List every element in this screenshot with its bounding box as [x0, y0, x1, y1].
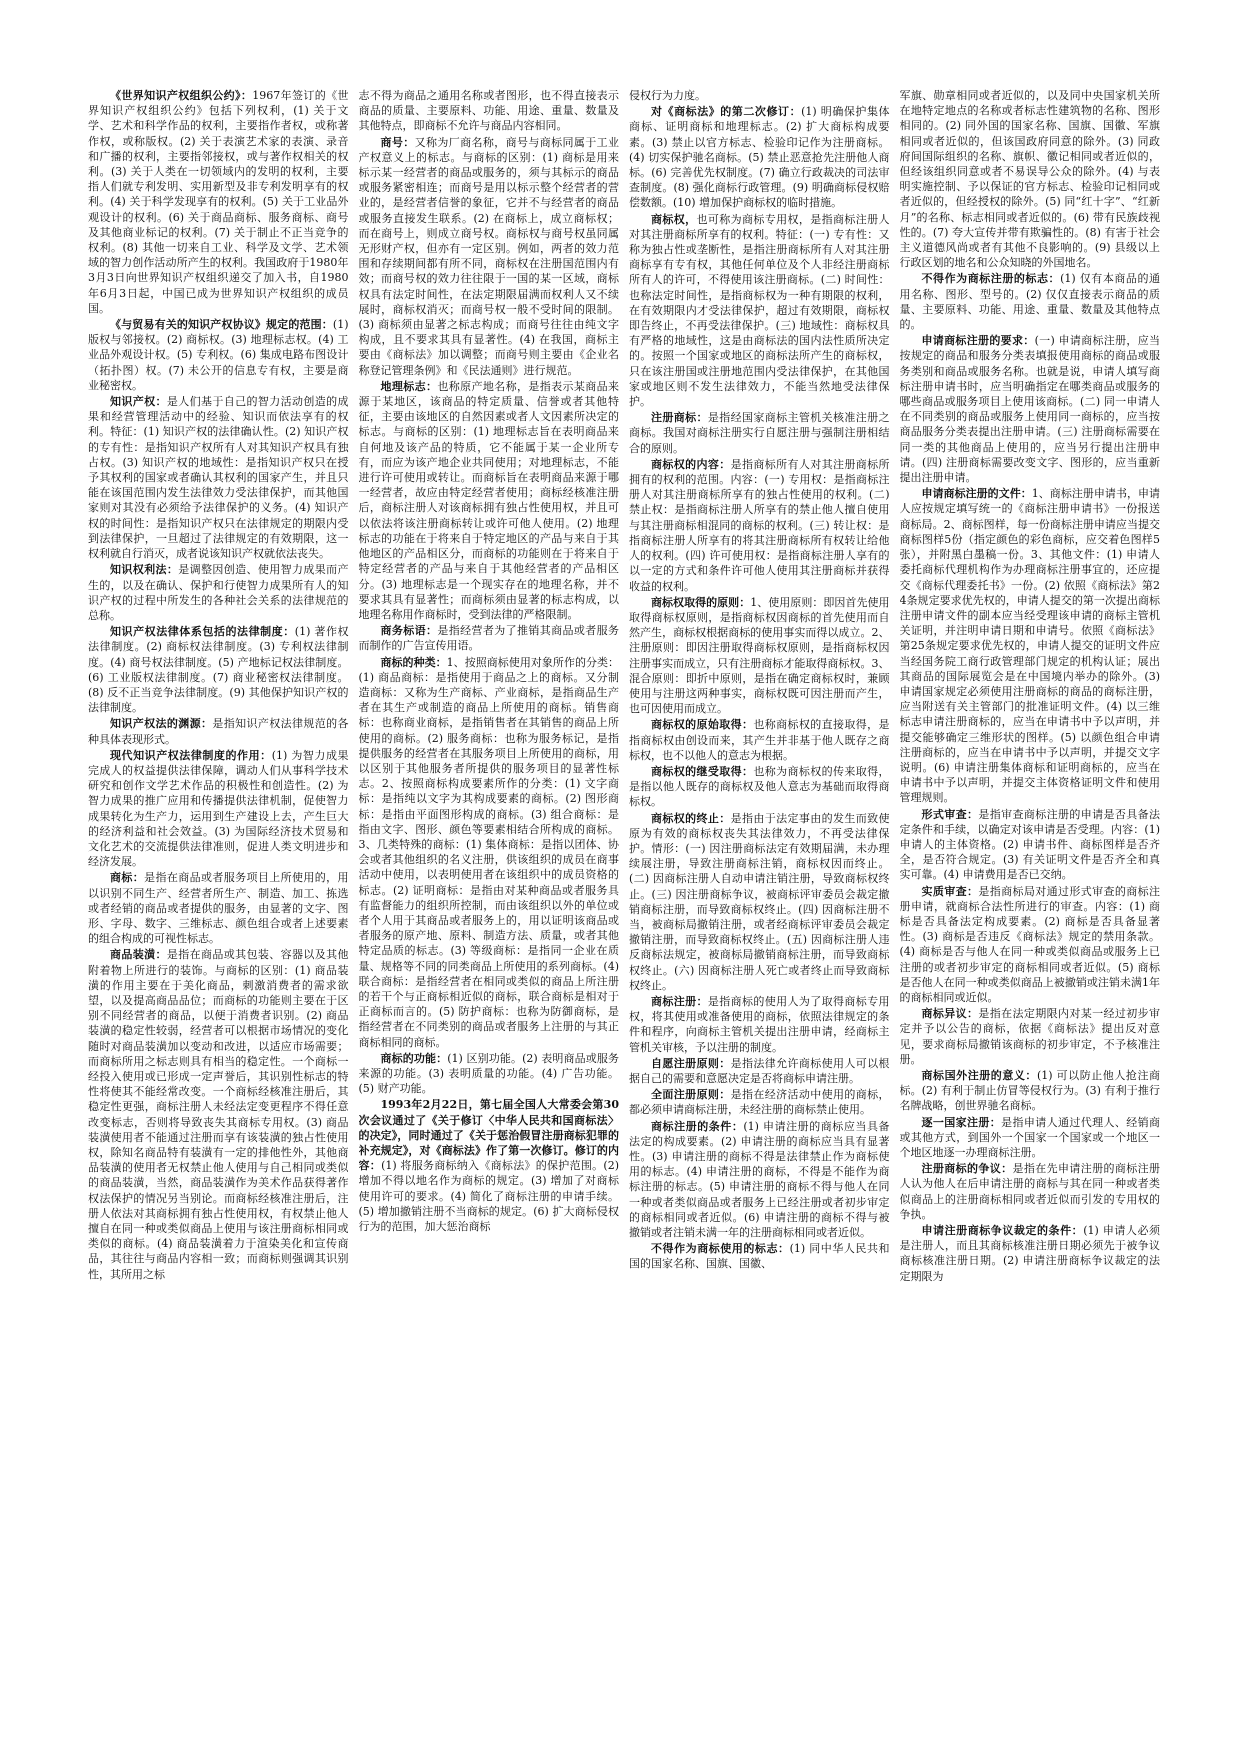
paragraph-text: (1) 明确保护集体商标、证明商标和地理标志。(2) 扩大商标构成要素。(3) 禁止以官方标志、检验印记作为注册商标。(4) 切实保护驰名商标。(5) 禁止恶意抢先注册他人商标。(6) 完善优先权制度。(7) 确立行政裁决的司法审查制度。(8) 强化商标行政管理。(9) 明确商标侵权赔偿数额。(10) 增加保护商标权的临时措施。	[629, 105, 890, 210]
paragraph-text: 是调整因创造、使用智力成果而产生的，以及在确认、保护和行使智力成果所有人的知识产权的过程中所发生的各种社会关系的法律规范的总称。	[88, 563, 349, 622]
paragraph-text: 是人们基于自己的智力活动创造的成果和经营管理活动中的经验、知识而依法享有的权利。特征：(1) 知识产权的法律确认性。(2) 知识产权的专有性：是指知识产权所有人对其知识产权具有独占权。(3) 知识产权的地域性：是指知识产权只在授予其权利的国家或者确认其权利的国家产生，并且只能在该国范围内发生法律效力受法律保护，而其他国家则对其没有必须给予法律保护的义务。(4) 知识产权的时间性：是指知识产权只在法律规定的期限内受到法律保护，一旦超过了法律规定的有效期限，这一权利就自行消灭，成者说该知识产权就依法丧失。	[88, 395, 349, 561]
paragraph	[900, 271, 1161, 332]
term-heading: 1993年2月22日，第七届全国人大常委会第30次会议通过了《关于修订〈中华人民共和国商标法〉的决定》，同时通过了《关于惩治假冒注册商标犯罪的补充规定》，对《商标法》作了第一次修订。修订的内容：	[358, 1098, 619, 1173]
paragraph	[359, 655, 620, 1050]
term-heading: 商务标语：	[380, 624, 438, 638]
paragraph-text: (1) 申请注册的商标应当具备法定的构成要素。(2) 申请注册的商标应当具有显著性。(3) 申请注册的商标不得是法律禁止作为商标使用的标志。(4) 申请注册的商标，不得是不能作为商标注册的标志。(5) 申请注册的商标不得与他人在同一种或者类似商品或者服务上已经注册或者初步审定的商标相同或者近似。(6) 申请注册的商标不得与被撤销或者注销未满一年的注册商标相同或者近似。	[629, 1119, 890, 1240]
paragraph-text: (1) 可以防止他人抢注商标。(2) 有利于制止仿冒等侵权行为。(3) 有利于推行名牌战略，创世界驰名商标。	[899, 1069, 1160, 1113]
paragraph-text: (1) 著作权法律制度。(2) 商标权法律制度。(3) 专利权法律制度。(4) 商号权法律制度。(5) 产地标记权法律制度。(6) 工业版权法律制度。(7) 商业秘密权法律制度。(8) 反不正当竞争法律制度。(9) 其他保护知识产权的法律制度。	[88, 625, 349, 715]
paragraph-text: 是指知识产权法律规范的各种具体表现形式。	[88, 717, 349, 746]
text-column-2	[359, 88, 620, 1678]
paragraph	[359, 1097, 620, 1234]
paragraph-text: 是指在商品或者服务项目上所使用的，用以识别不同生产、经营者所生产、制造、加工、拣选或者经销的商品或者提供的服务，由显著的文字、图形、字母、数字、三维标志、颜色组合或者上述要素的组合构成的可视性标志。	[88, 871, 349, 946]
paragraph	[359, 623, 620, 653]
paragraph-text: 是指经营者为了推销其商品或者服务而制作的广告宣传用语。	[358, 624, 619, 653]
term-heading: 知识产权：	[110, 395, 167, 409]
term-heading: 不得作为商标使用的标志：	[651, 1242, 790, 1256]
paragraph	[88, 88, 349, 316]
term-heading: 商标权取得的原则：	[651, 595, 751, 609]
paragraph	[629, 994, 890, 1055]
text-column-3	[629, 88, 890, 1678]
paragraph	[900, 1068, 1161, 1114]
paragraph-text: 是指由于法定事由的发生而致使原为有效的商标权丧失其法律效力，不再受法律保护。情形：(一) 因注册商标法定有效期届满，未办理续展注册，导致注册商标注销，商标权因而终止。(二) 因商标注册人自动申请注销注册，导致商标权终止。(三) 因注册商标争议，被商标评审委员会裁定撤销商标注册，而导致商标权终止。(四) 因商标注册不当，被商标局撤销注册，或者经商标评审委员会裁定撤销注册，而导致商标权终止。(五) 因商标注册人违反商标法规定，被商标局撤销商标注册，而导致商标权终止。(六) 因商标注册人死亡或者终止而导致商标权终止。	[629, 811, 890, 992]
term-heading: 商标：	[110, 871, 145, 885]
paragraph-text: 也称商标权的直接取得，是指商标权由创设而来，其产生并非基于他人既存之商标权，也不以他人的意志为根据。	[629, 718, 890, 762]
paragraph-text: 是指商标的使用人为了取得商标专用权，将其使用或准备使用的商标，依照法律规定的条件和程序，向商标主管机关提出注册申请，经商标主管机关审核，予以注册的制度。	[629, 994, 890, 1054]
paragraph	[629, 410, 890, 456]
term-heading: 商标权，	[651, 212, 697, 226]
text-column-1	[88, 88, 349, 1678]
term-heading: 商标权的终止：	[651, 811, 731, 825]
paragraph	[900, 486, 1161, 805]
term-heading: 对《商标法》的第二次修订：	[651, 105, 802, 119]
paragraph	[88, 947, 349, 1281]
paragraph-text: 也可称为商标专用权，是指商标注册人对其注册商标所享有的权利。特征：(一) 专有性：又称为独占性或垄断性，是指注册商标所有人对其注册商标享有专有权，其他任何单位及个人非经注册商标所有人的许可，不得使用该注册商标。(二) 时间性：也称法定时间性，是指商标权为一种有期限的权利，在有效期限内才受法律保护，超过有效期限，商标权即告终止，不再受法律保护。(三) 地域性：商标权具有严格的地域性，这是由商标法的国内法性质所决定的。按照一个国家或地区的商标法所产生的商标权，只在该注册国或注册地范围内受法律保护，在其他国家或地区则不发生法律效力，不能当然地受法律保护。	[629, 212, 890, 409]
paragraph	[629, 595, 890, 717]
term-heading: 商品装潢：	[110, 948, 167, 962]
paragraph	[900, 807, 1161, 883]
paragraph-text: (1) 同中华人民共和国的国家名称、国旗、国徽、	[629, 1242, 890, 1271]
paragraph	[629, 811, 890, 993]
term-heading: 商标权的继受取得：	[651, 764, 754, 778]
paragraph	[629, 457, 890, 594]
term-heading: 商标异议：	[921, 1007, 979, 1021]
paragraph-text: 是指法律允许商标使用人可以根据自己的需要和意愿决定是否将商标申请注册。	[629, 1056, 890, 1085]
paragraph	[629, 1087, 890, 1117]
term-heading: 形式审查：	[921, 807, 979, 821]
term-heading: 商标权的内容：	[651, 457, 731, 471]
paragraph-text: 侵权行为力度。	[629, 89, 706, 102]
paragraph	[629, 1056, 890, 1086]
paragraph	[88, 562, 349, 623]
term-heading: 商标注册：	[651, 994, 708, 1008]
paragraph-text: 是指在法定期限内对某一经过初步审定并予以公告的商标，依据《商标法》提出反对意见，要求商标局撤销该商标的初步审定，不予核准注册。	[899, 1007, 1160, 1066]
paragraph-text: (1) 为智力成果完成人的权益提供法律保障，调动人们从事科学技术研究和创作文学艺术作品的积极性和创造性。(2) 为智力成果的推广应用和传播提供法律机制，促使智力成果转化为生产力，运用到生产建设上去，产生巨大的经济利益和社会效益。(3) 为国际经济技术贸易和文化艺术的交流提供法律准则，促进人类文明进步和经济发展。	[88, 748, 349, 869]
term-heading: 地理标志：	[380, 379, 438, 393]
paragraph	[900, 333, 1161, 485]
paragraph-text: 也称为商标权的传来取得，是指以他人既存的商标权及他人意志为基础而取得商标权。	[629, 764, 890, 809]
paragraph	[629, 88, 890, 103]
paragraph-text: 是指在经济活动中使用的商标，都必须申请商标注册，未经注册的商标禁止使用。	[629, 1088, 890, 1117]
term-heading: 商标注册的条件：	[651, 1119, 744, 1133]
paragraph	[900, 88, 1161, 270]
paragraph-text: 1、按照商标使用对象所作的分类：(1) 商品商标：是指使用于商品之上的商标。又分制造商标：又称为生产商标、产业商标，是指商品生产者在其生产或制造的商品上所使用的商标。销售商标：也称商业商标，是指销售者在其销售的商品上所使用的商标。(2) 服务商标：也称为服务标记，是指提供服务的经营者在其服务项目上所使用的商标，用以区别于其他服务者所提供的服务项目的显著性标志。2、按照商标构成要素所作的分类：(1) 文字商标：是指纯以文字为其构成要素的商标。(2) 图形商标：是指由平面图形构成的商标。(3) 组合商标：是指由文字、图形、颜色等要素相结合所构成的商标。3、几类特殊的商标：(1) 集体商标：是指以团体、协会或者其他组织的名义注册，供该组织的成员在商事活动中使用，以表明使用者在该组织中的成员资格的标志。(2) 证明商标：是指由对某种商品或者服务具有监督能力的组织所控制，而由该组织以外的单位或者个人用于其商品或者服务上的，用以证明该商品或者服务的原产地、原料、制造方法、质量，或者其他特定品质的标志。(3) 等级商标：是指同一企业在质量、规格等不同的同类商品上所使用的系列商标。(4) 联合商标：是指经营者在相同或类似的商品上所注册的若干个与正商标相近似的商标，联合商标是相对于正商标而言的。(5) 防护商标：也称为防御商标，是指经营者在不同类别的商品或者服务上注册的与其正商标相同的商标。	[358, 655, 619, 1049]
paragraph-text: 是指商标所有人对其注册商标所拥有的权利的范围。内容：(一) 专用权：是指商标注册人对其注册商标所享有的独占性使用的权利。(二) 禁止权：是指商标注册人所享有的禁止他人擅自使用与其注册商标相混同的商标的权利。(三) 转让权：是指商标注册人所享有的将其注册商标所有权转让给他人的权利。(四) 许可使用权：是指商标注册人享有的以一定的方式和条件许可他人使用其注册商标并获得收益的权利。	[629, 457, 890, 593]
term-heading: 不得作为商标注册的标志：	[921, 272, 1061, 286]
paragraph-text: 志不得为商品之通用名称或者图形，也不得直接表示商品的质量、主要原料、功能、用途、重量、数量及其他特点，即商标不允许与商品内容相同。	[358, 89, 619, 133]
paragraph	[359, 135, 620, 378]
term-heading: 《世界知识产权组织公约》：	[110, 89, 253, 102]
term-heading: 实质审查：	[921, 884, 979, 898]
paragraph	[88, 394, 349, 561]
term-heading: 注册商标的争议：	[921, 1162, 1013, 1176]
term-heading: 知识权利法：	[110, 563, 179, 577]
paragraph	[88, 748, 349, 870]
term-heading: 商标国外注册的意义：	[921, 1069, 1037, 1082]
term-heading: 申请注册商标争议裁定的条件：	[921, 1224, 1084, 1238]
paragraph	[88, 870, 349, 946]
term-heading: 自愿注册原则：	[651, 1056, 731, 1070]
term-heading: 《与贸易有关的知识产权协议》规定的范围：	[110, 318, 333, 332]
term-heading: 商标权的原始取得：	[651, 718, 754, 732]
paragraph	[900, 1161, 1161, 1222]
paragraph-text: 1、商标注册申请书，申请人应按规定填写统一的《商标注册申请书》一份报送商标局。2、商标图样，每一份商标注册申请应当提交商标图样5份（指定颜色的彩色商标，应交着色图样5张），并附黑白墨稿一份。3、其他文件：(1) 申请人委托商标代理机构作为办理商标注册事宜的，还应提交《商标代理委托书》一份。(2) 依照《商标法》第24条规定要求优先权的，申请人提交的第一次提出商标注册申请文件的副本应当经受理该申请的商标主管机关证明，并注明申请日期和申请号。依照《商标法》第25条规定要求优先权的，申请人提交的证明文件应当经国务院工商行政管理部门规定的机构认证；展出其商品的国际展览会是在中国境内举办的除外。(3) 申请国家规定必须使用注册商标的商品的商标注册，应当附送有关主管部门的批准证明文件。(4) 以三维标志申请注册商标的，应当在申请书中予以声明，并提交能够确定三维形状的图样。(5) 以颜色组合申请注册商标的，应当在申请书中予以声明，并提交文字说明。(6) 申请注册集体商标和证明商标的，应当在申请书中予以声明，并提交主体资格证明文件和使用管理规则。	[899, 487, 1160, 805]
document-page	[88, 88, 1160, 1678]
term-heading: 商号：	[380, 135, 415, 149]
paragraph	[629, 1119, 890, 1241]
paragraph	[900, 1006, 1161, 1067]
term-heading: 商标的功能：	[380, 1051, 448, 1065]
paragraph	[359, 1051, 620, 1097]
term-heading: 逐一国家注册：	[921, 1115, 1002, 1129]
paragraph-text: (一) 申请商标注册，应当按规定的商品和服务分类表填报使用商标的商品或服务类别和商品或服务名称。也就是说，申请人填写商标注册申请书时，应当明确指定在哪类商品或服务的哪些商品或服务项目上使用该商标。(二) 同一申请人在不同类别的商品或服务上使用同一商标的，应当按商品服务分类表提出注册申请。(三) 注册商标需要在同一类的其他商品上使用的，应当另行提出注册申请。(四) 注册商标需要改变文字、图形的，应当重新提出注册申请。	[899, 334, 1160, 485]
term-heading: 现代知识产权法律制度的作用：	[110, 748, 272, 762]
paragraph-text: 1967年签订的《世界知识产权组织公约》包括下列权利，(1) 关于文学、艺术和科学作品的权利，主要指作者权，或称著作权，或称版权。(2) 关于表演艺术家的表演、录音和广播的权利，主要指邻接权，或与著作权相关的权利。(3) 关于人类在一切领域内的发明的权利，主要指人们就专利发明、实用新型及非专利发明享有的权利。(4) 关于科学发现享有的权利。(5) 关于工业品外观设计的权利。(6) 关于商品商标、服务商标、商号及其他商业标记的权利。(7) 关于制止不正当竞争的权利。(8) 其他一切来自工业、科学及文学、艺术领域的智力创作活动所产生的权利。我国政府于1980年3月3日向世界知识产权组织递交了加入书，自1980年6月3日起，中国已成为世界知识产权组织的成员国。	[88, 89, 349, 315]
paragraph	[359, 88, 620, 134]
paragraph	[629, 1241, 890, 1271]
paragraph-text: (1) 仅有本商品的通用名称、图形、型号的。(2) 仅仅直接表示商品的质量、主要原料、功能、用途、重量、数量及其他特点的。	[899, 272, 1160, 332]
paragraph-text: 是指申请人通过代理人、经销商或其他方式，到国外一个国家一个国家或一个地区一个地区地逐一办理商标注册。	[899, 1115, 1160, 1160]
paragraph-text: (1) 申请人必须是注册人，而且其商标核准注册日期必须先于被争议商标核准注册日期。(2) 申请注册商标争议裁定的法定期限为	[899, 1224, 1160, 1283]
paragraph-text: 是指商标局对通过形式审查的商标注册申请，就商标合法性所进行的审查。内容：(1) 商标是否具备法定构成要素。(2) 商标是否具备显著性。(3) 商标是否违反《商标法》规定的禁用条款。(4) 商标是否与他人在同一种或类似商品或服务上已注册的或者初步审定的商标相同或者近似。(5) 商标是否他人在同一种或类似商品上被撤销或注销未满1年的商标相同或近似。	[899, 884, 1160, 1004]
paragraph	[88, 716, 349, 746]
paragraph-text: 是指审查商标注册的申请是否具备法定条件和手续，以确定对该申请是否受理。内容：(1) 申请人的主体资格。(2) 申请书件、商标图样是否齐全，是否符合规定。(3) 有关证明文件是否齐全和真实可靠。(4) 申请费用是否已交纳。	[899, 807, 1160, 882]
term-heading: 知识产权法的渊源：	[110, 717, 213, 731]
term-heading: 全面注册原则：	[651, 1088, 731, 1102]
paragraph	[629, 104, 890, 210]
paragraph	[88, 624, 349, 715]
paragraph-text: (1) 版权与邻接权。(2) 商标权。(3) 地理标志权。(4) 工业品外观设计权。(5) 专利权。(6) 集成电路布图设计（拓扑图）权。(7) 未公开的信息专有权，主要是商业秘密权。	[88, 318, 349, 392]
paragraph-text: 军旗、勋章相同或者近似的，以及同中央国家机关所在地特定地点的名称或者标志性建筑物的名称、图形相同的。(2) 同外国的国家名称、国旗、国徽、军旗相同或者近似的，但该国政府同意的除外。(3) 同政府间国际组织的名称、旗帜、徽记相同或者近似的，但经该组织同意或者不易误导公众的除外。(4) 与表明实施控制、予以保证的官方标志、检验印记相同或者近似的，但经授权的除外。(5) 同“红十字”、“红新月”的名称、标志相同或者近似的。(6) 带有民族歧视性的。(7) 夸大宣传并带有欺骗性的。(8) 有害于社会主义道德风尚或者有其他不良影响的。(9) 县级以上行政区划的地名和公众知晓的外国地名。	[899, 89, 1160, 270]
paragraph	[88, 317, 349, 393]
paragraph-text: 是指经国家商标主管机关核准注册之商标。我国对商标注册实行自愿注册与强制注册相结合的原则。	[629, 411, 890, 455]
term-heading: 注册商标：	[651, 411, 708, 425]
term-heading: 知识产权法律体系包括的法律制度：	[110, 625, 295, 639]
paragraph-text: 1、使用原则：即因首先使用取得商标权原则，是指商标权因商标的首先使用而自然产生，商标权根据商标的使用事实而得以成立。2、注册原则：即因注册取得商标权原则，是指商标权因注册事实而成立，只有注册商标才能取得商标权。3、混合原则：即折中原则，是指在确定商标权时，兼顾使用与注册这两种事实，商标权既可因注册而产生，也可因使用而成立。	[629, 595, 890, 716]
paragraph	[900, 1115, 1161, 1161]
paragraph	[629, 212, 890, 410]
paragraph-text: (1) 将服务商标纳入《商标法》的保护范围。(2) 增加不得以地名作为商标的规定。(3) 增加了对商标使用许可的要求。(4) 简化了商标注册的申请手续。(5) 增加撤销注册不当商标的规定。(6) 扩大商标侵权行为的范围，加大惩治商标	[358, 1159, 619, 1234]
paragraph	[629, 717, 890, 763]
paragraph	[900, 1223, 1161, 1284]
paragraph-text: 又称为厂商名称，商号与商标同属于工业产权意义上的标志。与商标的区别：(1) 商标是用来标示某一经营者的商品或服务的，须与其标示的商品或服务紧密相连；而商号是用以标示整个经营者的营业的，是经营者信誉的象征，它并不与经营者的商品或服务直接发生联系。(2) 在商标上，成立商标权；而在商号上，则成立商号权。商标权与商号权虽同属无形财产权，但亦有一定区别。例如，两者的效力范围和存续期间都有所不同，商标权在注册国范围内有效；而商号权的效力往往限于一国的某一区域，商标权具有法定时间性，在法定期限届满而权利人又不续展时，商标权消灭；而商号权一般不受时间的限制。(3) 商标须由显著之标志构成；而商号往往由纯文字构成，且不要求其具有显著性。(4) 在我国，商标主要由《商标法》加以调整；而商号则主要由《企业名称登记管理条例》和《民法通则》进行规范。	[358, 135, 619, 377]
paragraph-text: 是指在先申请注册的商标注册人认为他人在后申请注册的商标与其在同一种或者类似商品上的注册商标相同或者近似而引发的专用权的争执。	[899, 1162, 1160, 1221]
paragraph-text: 也称原产地名称，是指表示某商品来源于某地区，该商品的特定质量、信誉或者其他特征，主要由该地区的自然因素或者人文因素所决定的标志。与商标的区别：(1) 地理标志旨在表明商品来自何地及该产品的特质，它不能属于某一企业所专有，而应为该产地企业共同使用；对地理标志，不能进行许可使用或转让。而商标旨在表明商品来源于哪一经营者，故应由特定经营者使用；商标经核准注册后，商标注册人对该商标拥有独占性使用权，并且可以依法将该注册商标转让或许可他人使用。(2) 地理标志的功能在于将来自于特定地区的产品与来自于其他地区的产品相区分，而商标的功能则在于将来自于特定经营者的产品与来自于其他经营者的产品相区分。(3) 地理标志是一个现实存在的地理名称，并不要求其具有显著性；而商标须由显著的标志构成，以地理名称用作商标时，受到法律的严格限制。	[358, 379, 619, 621]
term-heading: 申请商标注册的文件：	[921, 487, 1032, 501]
term-heading: 商标的种类：	[380, 655, 447, 669]
paragraph	[359, 379, 620, 622]
term-heading: 申请商标注册的要求：	[921, 334, 1035, 348]
paragraph-text: (1) 区别功能。(2) 表明商品或服务来源的功能。(3) 表明质量的功能。(4) 广告功能。(5) 财产功能。	[358, 1051, 619, 1096]
paragraph-text: 是指在商品或其包装、容器以及其他附着物上所进行的装饰。与商标的区别：(1) 商品装潢的作用主要在于美化商品，刺激消费者的需求欲望，以及提高商品品位；而商标的功能则主要在于区别不同经营者的商品，以便于消费者识别。(2) 商品装潢的稳定性较弱，经营者可以根据市场情况的变化随时对商品装潢加以变动和改进，以适应市场需要；而商标所用之标志则具有相当的稳定性。一个商标一经投入使用或已形成一定声誉后，其识别性标志的特性将使其不能经常改变。一个商标经核准注册后，其稳定性更强，商标注册人未经法定变更程序不得任意改变标志，否则将导致丧失其商标专用权。(3) 商品装潢使用者不能通过注册而享有该装潢的独占性使用权，除知名商品特有装潢有一定的排他性外，其他商品装潢的使用者无权禁止他人使用与自己相同或类似的商品装潢，当然，商品装潢作为美术作品获得著作权法保护的情况另当别论。而商标经核准注册后，注册人依法对其商标拥有独占性使用权，有权禁止他人擅自在同一种或类似商品上使用与该注册商标相同或类似的商标。(4) 商品装潢着力于渲染美化和宣传商品，其往往与商品内容相一致；而商标则强调其识别性，其所用之标	[88, 948, 349, 1281]
text-column-4	[900, 88, 1161, 1678]
paragraph	[900, 884, 1161, 1006]
paragraph	[629, 764, 890, 810]
